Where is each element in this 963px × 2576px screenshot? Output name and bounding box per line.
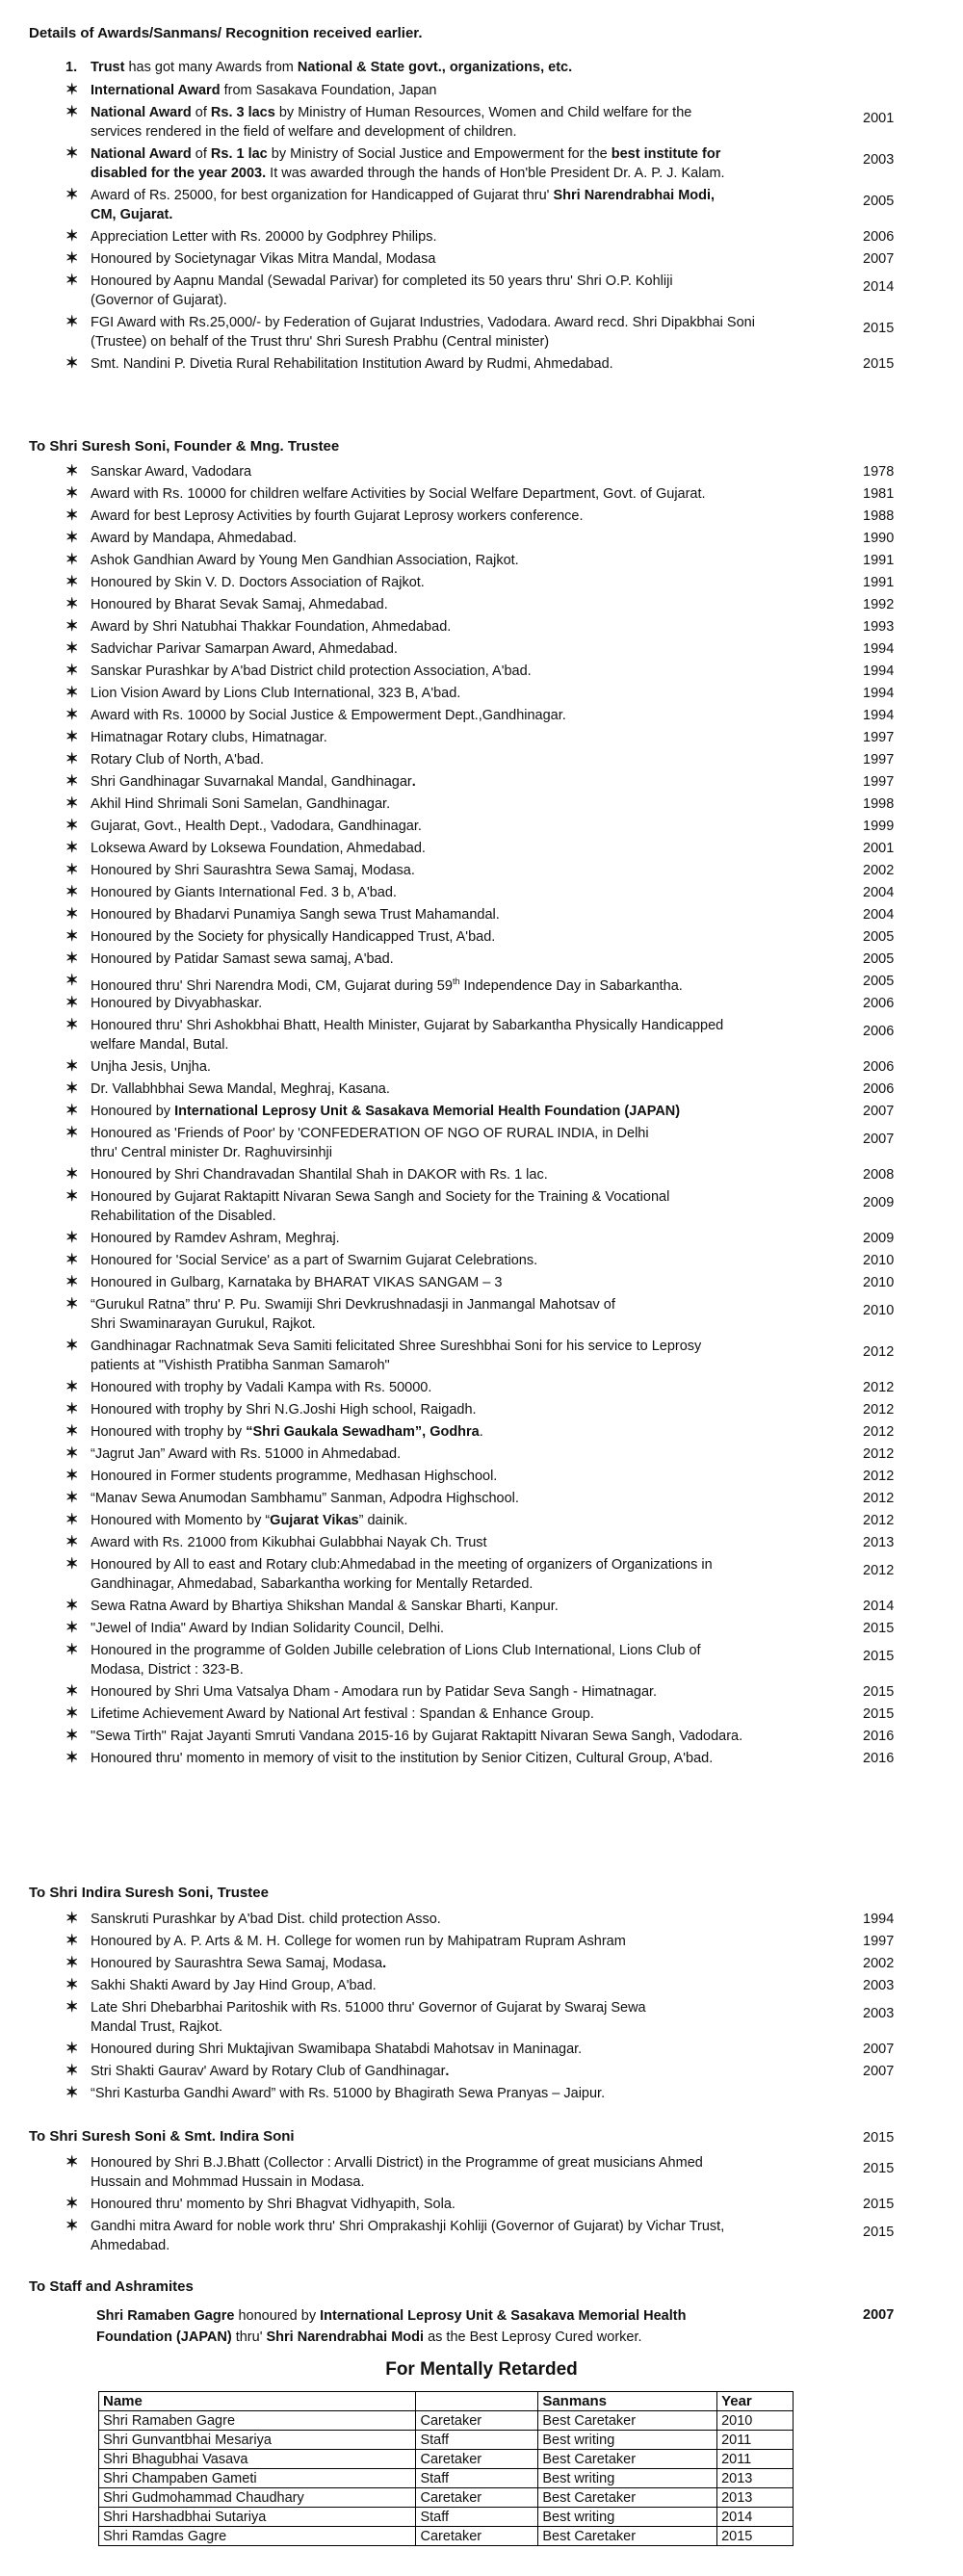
item-text: Ashok Gandhian Award by Young Men Gandhian Association, Rajkot. bbox=[91, 553, 519, 568]
item-text: Lifetime Achievement Award by National Art festival : Spandan & Enhance Group. bbox=[91, 1706, 594, 1722]
year: 2012 bbox=[863, 1491, 895, 1506]
item-text: National Award of Rs. 1 lac by Ministry of Social Justice and Empowerment for the best institute for disabled for the year 2003. It was awarded through the hands of Hon'ble President Dr. A. P. J. Kalam. bbox=[91, 146, 725, 181]
bullet-star-icon: ✶ bbox=[65, 530, 79, 546]
year: 1990 bbox=[863, 531, 895, 546]
bullet-star-icon: ✶ bbox=[65, 1166, 79, 1183]
item-text: National Award of Rs. 3 lacs by Ministry of Human Resources, Women and Child welfare for the services rendered in the field of welfare and development of children. bbox=[91, 105, 692, 140]
bullet-star-icon: ✶ bbox=[65, 1750, 79, 1766]
bullet-star-icon: ✶ bbox=[65, 1252, 79, 1268]
table-row bbox=[99, 2488, 794, 2508]
year: 1988 bbox=[863, 508, 895, 524]
year: 2006 bbox=[863, 229, 895, 245]
page-title: Details of Awards/Sanmans/ Recognition received earlier. bbox=[29, 25, 423, 41]
year: 2006 bbox=[863, 1081, 895, 1097]
section-heading-couple: To Shri Suresh Soni & Smt. Indira Soni bbox=[29, 2128, 295, 2145]
year: 2007 bbox=[863, 1104, 895, 1119]
bullet-star-icon: ✶ bbox=[65, 1125, 79, 1141]
table-row bbox=[99, 2527, 794, 2546]
year: 1997 bbox=[863, 774, 895, 790]
year: 2016 bbox=[863, 1729, 895, 1744]
item-text: “Shri Kasturba Gandhi Award” with Rs. 51000 by Bhagirath Sewa Pranyas – Jaipur. bbox=[91, 2086, 606, 2101]
year: 2006 bbox=[863, 996, 895, 1011]
year: 2005 bbox=[863, 951, 895, 967]
table-cell: Staff bbox=[416, 2431, 538, 2450]
year: 2010 bbox=[863, 1303, 895, 1318]
year: 1978 bbox=[863, 464, 895, 480]
bullet-star-icon: ✶ bbox=[65, 928, 79, 945]
bullet-star-icon: ✶ bbox=[65, 884, 79, 900]
item-text: Dr. Vallabhbhai Sewa Mandal, Meghraj, Kasana. bbox=[91, 1081, 390, 1097]
item-text: Late Shri Dhebarbhai Paritoshik with Rs. 51000 thru' Governor of Gujarat by Swaraj Sewa Mandal Trust, Rajkot. bbox=[91, 2000, 646, 2035]
item-text: Honoured by Divyabhaskar. bbox=[91, 996, 263, 1011]
item-text: Honoured by Shri B.J.Bhatt (Collector : Arvalli District) in the Programme of great musicians Ahmed Hussain and Mohmmad Hussain in Modasa. bbox=[91, 2155, 703, 2190]
item-text: Honoured with trophy by “Shri Gaukala Sewadham”, Godhra. bbox=[91, 1424, 483, 1440]
bullet-star-icon: ✶ bbox=[65, 1556, 79, 1573]
year: 2012 bbox=[863, 1513, 895, 1528]
year: 2013 bbox=[863, 1535, 895, 1550]
year: 2007 bbox=[863, 251, 895, 267]
year: 2005 bbox=[863, 974, 895, 989]
item-text: Honoured with trophy by Vadali Kampa with Rs. 50000. bbox=[91, 1380, 432, 1395]
item-text: Honoured by Gujarat Raktapitt Nivaran Sewa Sangh and Society for the Training & Vocational Rehabilitation of the Disabled. bbox=[91, 1189, 670, 1224]
item-text: Award of Rs. 25000, for best organization for Handicapped of Gujarat thru' Shri Narendrabhai Modi, CM, Gujarat. bbox=[91, 188, 716, 222]
year: 2012 bbox=[863, 1344, 895, 1360]
bullet-star-icon: ✶ bbox=[65, 596, 79, 612]
table-cell: Best Caretaker bbox=[538, 2488, 717, 2508]
year: 1994 bbox=[863, 664, 895, 679]
item-text: Smt. Nandini P. Divetia Rural Rehabilitation Institution Award by Rudmi, Ahmedabad. bbox=[91, 356, 613, 372]
year: 2005 bbox=[863, 929, 895, 945]
bullet-star-icon: ✶ bbox=[65, 552, 79, 568]
item-text: Award for best Leprosy Activities by fourth Gujarat Leprosy workers conference. bbox=[91, 508, 584, 524]
year: 2003 bbox=[863, 2006, 895, 2021]
year: 2012 bbox=[863, 1380, 895, 1395]
year: 2003 bbox=[863, 152, 895, 168]
bullet-star-icon: ✶ bbox=[65, 1296, 79, 1313]
item-text: Honoured thru' momento by Shri Bhagvat Vidhyapith, Sola. bbox=[91, 2197, 455, 2212]
bullet-star-icon: ✶ bbox=[65, 795, 79, 812]
list-number: 1. bbox=[65, 60, 78, 75]
table-cell: Best Caretaker bbox=[538, 2450, 717, 2469]
year: 1981 bbox=[863, 486, 895, 502]
year: 2009 bbox=[863, 1195, 895, 1210]
bullet-star-icon: ✶ bbox=[65, 250, 79, 267]
year: 2015 bbox=[863, 1684, 895, 1700]
item-text: Shri Gandhinagar Suvarnakal Mandal, Gandhinagar. bbox=[91, 774, 416, 790]
bullet-star-icon: ✶ bbox=[65, 618, 79, 635]
table-cell: Shri Ramaben Gagre bbox=[99, 2411, 416, 2431]
bullet-star-icon: ✶ bbox=[65, 187, 79, 203]
year: 2012 bbox=[863, 1424, 895, 1440]
item-text: Himatnagar Rotary clubs, Himatnagar. bbox=[91, 730, 327, 745]
bullet-star-icon: ✶ bbox=[65, 1911, 79, 1927]
table-cell: Staff bbox=[416, 2508, 538, 2527]
table-cell: Best writing bbox=[538, 2508, 717, 2527]
bullet-star-icon: ✶ bbox=[65, 1468, 79, 1484]
year: 1994 bbox=[863, 708, 895, 723]
year: 1997 bbox=[863, 730, 895, 745]
year: 2015 bbox=[863, 356, 895, 372]
bullet-star-icon: ✶ bbox=[65, 1642, 79, 1658]
bullet-star-icon: ✶ bbox=[65, 1274, 79, 1290]
bullet-star-icon: ✶ bbox=[65, 1933, 79, 1949]
bullet-star-icon: ✶ bbox=[65, 1620, 79, 1636]
year: 2015 bbox=[863, 2197, 895, 2212]
year: 1997 bbox=[863, 1934, 895, 1949]
item-text: Honoured by Societynagar Vikas Mitra Mandal, Modasa bbox=[91, 251, 436, 267]
section-heading-staff: To Staff and Ashramites bbox=[29, 2278, 194, 2295]
item-text: Stri Shakti Gaurav' Award by Rotary Club of Gandhinagar. bbox=[91, 2064, 450, 2079]
bullet-star-icon: ✶ bbox=[65, 818, 79, 834]
section-heading-founder: To Shri Suresh Soni, Founder & Mng. Trustee bbox=[29, 438, 340, 455]
year: 2014 bbox=[863, 279, 895, 295]
bullet-star-icon: ✶ bbox=[65, 1017, 79, 1033]
item-text: FGI Award with Rs.25,000/- by Federation of Gujarat Industries, Vadodara. Award recd. Shri Dipakbhai Soni (Trustee) on behalf of the Trust thru' Shri Suresh Prabhu (Central minister) bbox=[91, 315, 755, 350]
table-row bbox=[99, 2411, 794, 2431]
bullet-star-icon: ✶ bbox=[65, 355, 79, 372]
bullet-star-icon: ✶ bbox=[65, 1728, 79, 1744]
year: 2007 bbox=[863, 2064, 895, 2079]
item-text: Award with Rs. 10000 by Social Justice & Empowerment Dept.,Gandhinagar. bbox=[91, 708, 566, 723]
year: 1991 bbox=[863, 575, 895, 590]
item-text: Award with Rs. 21000 from Kikubhai Gulabbhai Nayak Ch. Trust bbox=[91, 1535, 487, 1550]
item-text: Sewa Ratna Award by Bhartiya Shikshan Mandal & Sanskar Bharti, Kanpur. bbox=[91, 1599, 559, 1614]
table-cell: Staff bbox=[416, 2469, 538, 2488]
bullet-star-icon: ✶ bbox=[65, 314, 79, 330]
item-text: Honoured by International Leprosy Unit & Sasakava Memorial Health Foundation (JAPAN) bbox=[91, 1104, 681, 1119]
column-header bbox=[416, 2392, 538, 2411]
bullet-star-icon: ✶ bbox=[65, 2063, 79, 2079]
year: 2015 bbox=[863, 321, 895, 336]
table-cell: Shri Gudmohammad Chaudhary bbox=[99, 2488, 416, 2508]
column-header: Sanmans bbox=[538, 2392, 717, 2411]
table-cell: Best writing bbox=[538, 2469, 717, 2488]
bullet-star-icon: ✶ bbox=[65, 773, 79, 790]
bullet-star-icon: ✶ bbox=[65, 2218, 79, 2234]
year: 2014 bbox=[863, 1599, 895, 1614]
bullet-star-icon: ✶ bbox=[65, 228, 79, 245]
item-text: Honoured by Shri Uma Vatsalya Dham - Amodara run by Patidar Seva Sangh - Himatnagar. bbox=[91, 1684, 658, 1700]
item-text: Sanskar Award, Vadodara bbox=[91, 464, 252, 480]
item-text: “Jagrut Jan” Award with Rs. 51000 in Ahmedabad. bbox=[91, 1446, 402, 1462]
ramaben-award-year: 2007 bbox=[863, 2307, 895, 2323]
bullet-star-icon: ✶ bbox=[65, 1977, 79, 1993]
year: 2016 bbox=[863, 1751, 895, 1766]
item-text: Honoured for 'Social Service' as a part of Swarnim Gujarat Celebrations. bbox=[91, 1253, 538, 1268]
item-text: Honoured by the Society for physically Handicapped Trust, A'bad. bbox=[91, 929, 496, 945]
item-text: Honoured thru' Shri Ashokbhai Bhatt, Health Minister, Gujarat by Sabarkantha Physically Handicapped welfare Mandal, Butal. bbox=[91, 1018, 724, 1053]
year: 2005 bbox=[863, 194, 895, 209]
item-text: “Gurukul Ratna” thru' P. Pu. Swamiji Shri Devkrushnadasji in Janmangal Mahotsav of Shri Swaminarayan Gurukul, Rajkot. bbox=[91, 1297, 615, 1332]
item-text: Honoured by Shri Saurashtra Sewa Samaj, Modasa. bbox=[91, 863, 415, 878]
item-text: Award by Mandapa, Ahmedabad. bbox=[91, 531, 298, 546]
year: 1994 bbox=[863, 1912, 895, 1927]
table-cell: 2011 bbox=[717, 2431, 794, 2450]
bullet-star-icon: ✶ bbox=[65, 104, 79, 120]
bullet-star-icon: ✶ bbox=[65, 1999, 79, 2016]
item-text: Honoured in the programme of Golden Jubille celebration of Lions Club International, Lions Club of Modasa, District : 323-B. bbox=[91, 1643, 701, 1678]
year: 2008 bbox=[863, 1167, 895, 1183]
bullet-star-icon: ✶ bbox=[65, 1401, 79, 1418]
bullet-star-icon: ✶ bbox=[65, 1338, 79, 1354]
table-cell: Shri Bhagubhai Vasava bbox=[99, 2450, 416, 2469]
item-text: Honoured by Patidar Samast sewa samaj, A'bad. bbox=[91, 951, 394, 967]
bullet-star-icon: ✶ bbox=[65, 995, 79, 1011]
bullet-star-icon: ✶ bbox=[65, 1379, 79, 1395]
bullet-star-icon: ✶ bbox=[65, 862, 79, 878]
bullet-star-icon: ✶ bbox=[65, 1103, 79, 1119]
item-text: Unjha Jesis, Unjha. bbox=[91, 1059, 211, 1075]
column-header: Year bbox=[717, 2392, 794, 2411]
year: 2001 bbox=[863, 111, 895, 126]
bullet-star-icon: ✶ bbox=[65, 1058, 79, 1075]
year: 2015 bbox=[863, 2130, 895, 2146]
bullet-star-icon: ✶ bbox=[65, 485, 79, 502]
year: 1997 bbox=[863, 752, 895, 768]
bullet-star-icon: ✶ bbox=[65, 1230, 79, 1246]
item-text: Honoured by A. P. Arts & M. H. College for women run by Mahipatram Rupram Ashram bbox=[91, 1934, 626, 1949]
bullet-star-icon: ✶ bbox=[65, 1512, 79, 1528]
bullet-star-icon: ✶ bbox=[65, 950, 79, 967]
item-text: Lion Vision Award by Lions Club International, 323 B, A'bad. bbox=[91, 686, 461, 701]
item-text: Gujarat, Govt., Health Dept., Vadodara, Gandhinagar. bbox=[91, 819, 422, 834]
table-cell: Best Caretaker bbox=[538, 2527, 717, 2546]
bullet-star-icon: ✶ bbox=[65, 1080, 79, 1097]
year: 2012 bbox=[863, 1563, 895, 1578]
item-text: Honoured by Bharat Sevak Samaj, Ahmedabad. bbox=[91, 597, 388, 612]
bullet-star-icon: ✶ bbox=[65, 663, 79, 679]
item-text: Gandhi mitra Award for noble work thru' Shri Omprakashji Kohliji (Governor of Gujarat) by Vichar Trust, Ahmedabad. bbox=[91, 2219, 725, 2253]
mr-table-title: For Mentally Retarded bbox=[385, 2359, 578, 2380]
item-text: Honoured in Former students programme, Medhasan Highschool. bbox=[91, 1469, 498, 1484]
year: 2007 bbox=[863, 1132, 895, 1147]
item-text: Honoured during Shri Muktajivan Swamibapa Shatabdi Mahotsav in Maninagar. bbox=[91, 2042, 583, 2057]
bullet-star-icon: ✶ bbox=[65, 82, 79, 98]
bullet-star-icon: ✶ bbox=[65, 1955, 79, 1971]
year: 2015 bbox=[863, 1706, 895, 1722]
bullet-star-icon: ✶ bbox=[65, 574, 79, 590]
bullet-star-icon: ✶ bbox=[65, 1683, 79, 1700]
item-text: Honoured by Saurashtra Sewa Samaj, Modasa. bbox=[91, 1956, 387, 1971]
year: 2007 bbox=[863, 2042, 895, 2057]
bullet-star-icon: ✶ bbox=[65, 1188, 79, 1205]
item-text: Honoured thru' Shri Narendra Modi, CM, Gujarat during 59th Independence Day in Sabarkantha. bbox=[91, 976, 683, 994]
item-text: Honoured thru' momento in memory of visit to the institution by Senior Citizen, Cultural Group, A'bad. bbox=[91, 1751, 714, 1766]
item-text: Rotary Club of North, A'bad. bbox=[91, 752, 265, 768]
table-cell: Shri Gunvantbhai Mesariya bbox=[99, 2431, 416, 2450]
item-text: Loksewa Award by Loksewa Foundation, Ahmedabad. bbox=[91, 841, 426, 856]
bullet-star-icon: ✶ bbox=[65, 685, 79, 701]
year: 1994 bbox=[863, 641, 895, 657]
table-row bbox=[99, 2450, 794, 2469]
bullet-star-icon: ✶ bbox=[65, 1534, 79, 1550]
year: 1993 bbox=[863, 619, 895, 635]
item-text: Honoured as 'Friends of Poor' by 'CONFEDERATION OF NGO OF RURAL INDIA, in Delhi thru' Central minister Dr. Raghuvirsinhji bbox=[91, 1126, 649, 1160]
bullet-star-icon: ✶ bbox=[65, 1705, 79, 1722]
table-cell: 2010 bbox=[717, 2411, 794, 2431]
year: 2004 bbox=[863, 885, 895, 900]
item-text: Honoured with trophy by Shri N.G.Joshi High school, Raigadh. bbox=[91, 1402, 477, 1418]
bullet-star-icon: ✶ bbox=[65, 273, 79, 289]
bullet-star-icon: ✶ bbox=[65, 2196, 79, 2212]
ramaben-award-text: Shri Ramaben Gagre honoured by International Leprosy Unit & Sasakava Memorial Health Foundation (JAPAN) thru' Shri Narendrabhai Modi as the Best Leprosy Cured worker. bbox=[96, 2308, 687, 2345]
item-text: Award with Rs. 10000 for children welfare Activities by Social Welfare Department, Govt. of Gujarat. bbox=[91, 486, 706, 502]
item-text: Honoured by Ramdev Ashram, Meghraj. bbox=[91, 1231, 340, 1246]
item-text: Sadvichar Parivar Samarpan Award, Ahmedabad. bbox=[91, 641, 398, 657]
table-row bbox=[99, 2469, 794, 2488]
bullet-star-icon: ✶ bbox=[65, 2085, 79, 2101]
year: 2006 bbox=[863, 1059, 895, 1075]
table-row bbox=[99, 2508, 794, 2527]
year: 1992 bbox=[863, 597, 895, 612]
year: 2012 bbox=[863, 1469, 895, 1484]
item-text: Honoured by Bhadarvi Punamiya Sangh sewa Trust Mahamandal. bbox=[91, 907, 500, 923]
table-cell: Shri Ramdas Gagre bbox=[99, 2527, 416, 2546]
bullet-star-icon: ✶ bbox=[65, 1423, 79, 1440]
table-body bbox=[99, 2411, 794, 2546]
year: 2015 bbox=[863, 2225, 895, 2240]
year: 1999 bbox=[863, 819, 895, 834]
bullet-star-icon: ✶ bbox=[65, 707, 79, 723]
item-text: Sakhi Shakti Award by Jay Hind Group, A'bad. bbox=[91, 1978, 377, 1993]
year: 2010 bbox=[863, 1253, 895, 1268]
table-cell: Caretaker bbox=[416, 2450, 538, 2469]
item-text: Honoured by Aapnu Mandal (Sewadal Parivar) for completed its 50 years thru' Shri O.P. Kohliji (Governor of Gujarat). bbox=[91, 273, 673, 308]
year: 2002 bbox=[863, 863, 895, 878]
year: 2002 bbox=[863, 1956, 895, 1971]
year: 2006 bbox=[863, 1024, 895, 1039]
bullet-star-icon: ✶ bbox=[65, 1445, 79, 1462]
year: 2004 bbox=[863, 907, 895, 923]
section-heading-indira: To Shri Indira Suresh Soni, Trustee bbox=[29, 1885, 269, 1901]
table-cell: 2014 bbox=[717, 2508, 794, 2527]
item-text: Honoured by Giants International Fed. 3 b, A'bad. bbox=[91, 885, 397, 900]
item-text: Honoured in Gulbarg, Karnataka by BHARAT VIKAS SANGAM – 3 bbox=[91, 1275, 503, 1290]
table-cell: Best Caretaker bbox=[538, 2411, 717, 2431]
table-cell: 2011 bbox=[717, 2450, 794, 2469]
item-text: Sanskruti Purashkar by A'bad Dist. child protection Asso. bbox=[91, 1912, 441, 1927]
bullet-star-icon: ✶ bbox=[65, 906, 79, 923]
year: 2015 bbox=[863, 1649, 895, 1664]
column-header: Name bbox=[99, 2392, 416, 2411]
bullet-star-icon: ✶ bbox=[65, 1490, 79, 1506]
year: 2010 bbox=[863, 1275, 895, 1290]
item-text: Honoured by Skin V. D. Doctors Association of Rajkot. bbox=[91, 575, 425, 590]
year: 1994 bbox=[863, 686, 895, 701]
year: 2012 bbox=[863, 1402, 895, 1418]
item-text: Honoured by Shri Chandravadan Shantilal Shah in DAKOR with Rs. 1 lac. bbox=[91, 1167, 548, 1183]
item-text: Appreciation Letter with Rs. 20000 by Godphrey Philips. bbox=[91, 229, 437, 245]
item-text: International Award from Sasakava Foundation, Japan bbox=[91, 83, 437, 98]
year: 2015 bbox=[863, 1621, 895, 1636]
table-cell: 2013 bbox=[717, 2488, 794, 2508]
bullet-star-icon: ✶ bbox=[65, 729, 79, 745]
year: 1998 bbox=[863, 796, 895, 812]
bullet-star-icon: ✶ bbox=[65, 640, 79, 657]
item-text: Akhil Hind Shrimali Soni Samelan, Gandhinagar. bbox=[91, 796, 391, 812]
table-row bbox=[99, 2431, 794, 2450]
item-text: Honoured with Momento by “Gujarat Vikas” dainik. bbox=[91, 1513, 408, 1528]
item-text: Gandhinagar Rachnatmak Seva Samiti felicitated Shree Sureshbhai Soni for his service to Leprosy patients at "Vishisth Pratibha Sanman Samaroh" bbox=[91, 1339, 702, 1373]
item-text: Award by Shri Natubhai Thakkar Foundation, Ahmedabad. bbox=[91, 619, 452, 635]
year: 1991 bbox=[863, 553, 895, 568]
table-cell: Caretaker bbox=[416, 2411, 538, 2431]
year: 2001 bbox=[863, 841, 895, 856]
table-cell: Caretaker bbox=[416, 2527, 538, 2546]
year: 2015 bbox=[863, 2161, 895, 2176]
year: 2012 bbox=[863, 1446, 895, 1462]
trust-intro-text: Trust has got many Awards from National & State govt., organizations, etc. bbox=[91, 60, 573, 75]
table-cell: 2015 bbox=[717, 2527, 794, 2546]
table-cell: Shri Harshadbhai Sutariya bbox=[99, 2508, 416, 2527]
bullet-star-icon: ✶ bbox=[65, 145, 79, 162]
table-cell: Caretaker bbox=[416, 2488, 538, 2508]
bullet-star-icon: ✶ bbox=[65, 840, 79, 856]
table-cell: Best writing bbox=[538, 2431, 717, 2450]
bullet-star-icon: ✶ bbox=[65, 2041, 79, 2057]
bullet-star-icon: ✶ bbox=[65, 463, 79, 480]
bullet-star-icon: ✶ bbox=[65, 507, 79, 524]
item-text: "Jewel of India" Award by Indian Solidarity Council, Delhi. bbox=[91, 1621, 445, 1636]
item-text: "Sewa Tirth" Rajat Jayanti Smruti Vandana 2015-16 by Gujarat Raktapitt Nivaran Sewa Sangh, Vadodara. bbox=[91, 1729, 743, 1744]
item-text: Sanskar Purashkar by A'bad District child protection Association, A'bad. bbox=[91, 664, 532, 679]
bullet-star-icon: ✶ bbox=[65, 973, 79, 989]
table-cell: Shri Champaben Gameti bbox=[99, 2469, 416, 2488]
bullet-star-icon: ✶ bbox=[65, 1598, 79, 1614]
mentally-retarded-table bbox=[98, 2391, 794, 2546]
item-text: “Manav Sewa Anumodan Sambhamu” Sanman, Adpodra Highschool. bbox=[91, 1491, 519, 1506]
item-text: Honoured by All to east and Rotary club:Ahmedabad in the meeting of organizers of Organizations in Gandhinagar, Ahmedabad, Sabarkantha working for Mentally Retarded. bbox=[91, 1557, 713, 1592]
year: 2003 bbox=[863, 1978, 895, 1993]
bullet-star-icon: ✶ bbox=[65, 751, 79, 768]
table-cell: 2013 bbox=[717, 2469, 794, 2488]
year: 2009 bbox=[863, 1231, 895, 1246]
table-header-row bbox=[99, 2392, 794, 2411]
bullet-star-icon: ✶ bbox=[65, 2154, 79, 2171]
